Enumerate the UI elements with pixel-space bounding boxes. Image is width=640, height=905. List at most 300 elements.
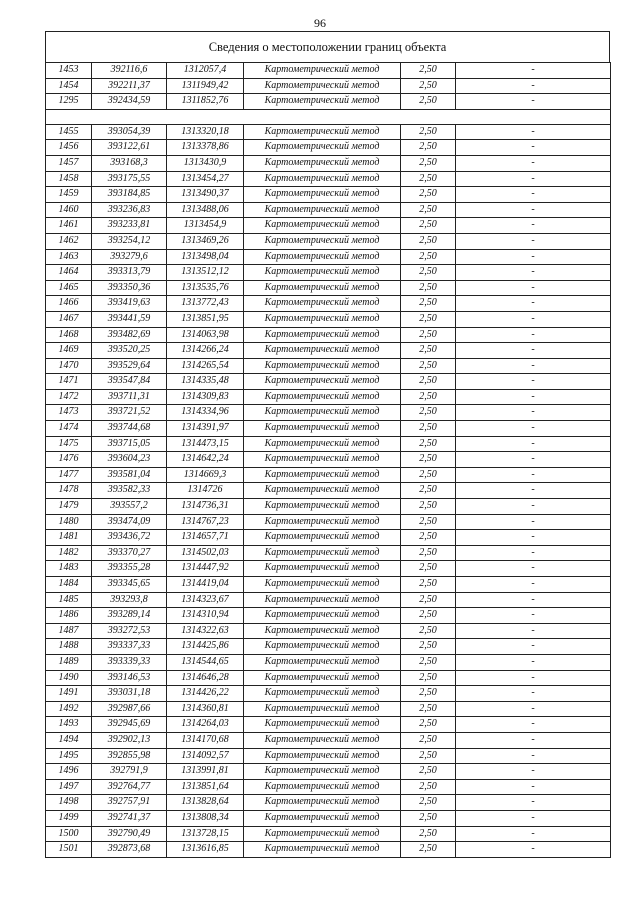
accuracy-cell: 2,50 [401,499,456,515]
accuracy-cell: 2,50 [401,483,456,499]
method-cell: Картометрический метод [244,561,401,577]
method-cell: Картометрический метод [244,701,401,717]
y-coordinate-cell: 1314310,94 [167,608,244,624]
method-cell: Картометрический метод [244,436,401,452]
point-number-cell: 1500 [46,826,92,842]
table-row [46,202,611,218]
description-cell: - [456,639,611,655]
method-cell: Картометрический метод [244,233,401,249]
description-cell: - [456,358,611,374]
description-cell: - [456,795,611,811]
point-number-cell: 1487 [46,623,92,639]
y-coordinate-cell: 1314309,83 [167,389,244,405]
accuracy-cell: 2,50 [401,358,456,374]
x-coordinate-cell: 393711,31 [92,389,167,405]
point-number-cell: 1477 [46,467,92,483]
description-cell: - [456,483,611,499]
accuracy-cell: 2,50 [401,405,456,421]
description-cell: - [456,514,611,530]
method-cell: Картометрический метод [244,94,401,110]
y-coordinate-cell: 1314726 [167,483,244,499]
description-cell: - [456,436,611,452]
accuracy-cell: 2,50 [401,124,456,140]
point-number-cell: 1472 [46,389,92,405]
table-row [46,389,611,405]
table-row [46,436,611,452]
y-coordinate-cell: 1313991,81 [167,764,244,780]
accuracy-cell: 2,50 [401,202,456,218]
y-coordinate-cell: 1313728,15 [167,826,244,842]
point-number-cell: 1466 [46,296,92,312]
accuracy-cell: 2,50 [401,343,456,359]
description-cell: - [456,374,611,390]
x-coordinate-cell: 393184,85 [92,187,167,203]
point-number-cell: 1459 [46,187,92,203]
accuracy-cell: 2,50 [401,608,456,624]
description-cell: - [456,717,611,733]
table-row [46,124,611,140]
y-coordinate-cell: 1313616,85 [167,842,244,858]
y-coordinate-cell: 1314767,23 [167,514,244,530]
description-cell: - [456,842,611,858]
y-coordinate-cell: 1314646,28 [167,670,244,686]
table-row [46,701,611,717]
table-row [46,530,611,546]
description-cell: - [456,779,611,795]
accuracy-cell: 2,50 [401,842,456,858]
x-coordinate-cell: 392741,37 [92,810,167,826]
description-cell: - [456,405,611,421]
point-number-cell: 1461 [46,218,92,234]
description-cell: - [456,63,611,79]
method-cell: Картометрический метод [244,265,401,281]
accuracy-cell: 2,50 [401,218,456,234]
y-coordinate-cell: 1314092,57 [167,748,244,764]
y-coordinate-cell: 1314642,24 [167,452,244,468]
method-cell: Картометрический метод [244,608,401,624]
method-cell: Картометрический метод [244,405,401,421]
y-coordinate-cell: 1314322,63 [167,623,244,639]
accuracy-cell: 2,50 [401,623,456,639]
description-cell: - [456,124,611,140]
method-cell: Картометрический метод [244,779,401,795]
description-cell: - [456,561,611,577]
y-coordinate-cell: 1313851,64 [167,779,244,795]
method-cell: Картометрический метод [244,171,401,187]
description-cell: - [456,592,611,608]
point-number-cell: 1473 [46,405,92,421]
table-row [46,280,611,296]
point-number-cell: 1476 [46,452,92,468]
point-number-cell: 1475 [46,436,92,452]
table-row [46,514,611,530]
description-cell: - [456,327,611,343]
method-cell: Картометрический метод [244,124,401,140]
accuracy-cell: 2,50 [401,249,456,265]
point-number-cell: 1462 [46,233,92,249]
method-cell: Картометрический метод [244,296,401,312]
description-cell: - [456,826,611,842]
accuracy-cell: 2,50 [401,467,456,483]
x-coordinate-cell: 393721,52 [92,405,167,421]
description-cell: - [456,140,611,156]
table-row [46,187,611,203]
x-coordinate-cell: 392211,37 [92,78,167,94]
method-cell: Картометрический метод [244,467,401,483]
description-cell: - [456,499,611,515]
point-number-cell: 1454 [46,78,92,94]
method-cell: Картометрический метод [244,826,401,842]
accuracy-cell: 2,50 [401,436,456,452]
x-coordinate-cell: 393272,53 [92,623,167,639]
description-cell: - [456,311,611,327]
x-coordinate-cell: 393520,25 [92,343,167,359]
y-coordinate-cell: 1314425,86 [167,639,244,655]
table-row [46,358,611,374]
point-number-cell: 1463 [46,249,92,265]
table-row [46,140,611,156]
y-coordinate-cell: 1313512,12 [167,265,244,281]
y-coordinate-cell: 1313828,64 [167,795,244,811]
x-coordinate-cell: 392873,68 [92,842,167,858]
description-cell: - [456,686,611,702]
accuracy-cell: 2,50 [401,561,456,577]
x-coordinate-cell: 393557,2 [92,499,167,515]
y-coordinate-cell: 1314334,96 [167,405,244,421]
table-row [46,249,611,265]
accuracy-cell: 2,50 [401,94,456,110]
x-coordinate-cell: 392855,98 [92,748,167,764]
point-number-cell: 1496 [46,764,92,780]
method-cell: Картометрический метод [244,327,401,343]
table-row [46,826,611,842]
table-row [46,842,611,858]
y-coordinate-cell: 1314335,48 [167,374,244,390]
table-row [46,343,611,359]
y-coordinate-cell: 1314391,97 [167,421,244,437]
accuracy-cell: 2,50 [401,233,456,249]
x-coordinate-cell: 393339,33 [92,654,167,670]
description-cell: - [456,171,611,187]
x-coordinate-cell: 393474,09 [92,514,167,530]
method-cell: Картометрический метод [244,280,401,296]
x-coordinate-cell: 393146,53 [92,670,167,686]
description-cell: - [456,654,611,670]
x-coordinate-cell: 393582,33 [92,483,167,499]
point-number-cell: 1469 [46,343,92,359]
point-number-cell: 1455 [46,124,92,140]
coordinates-table [45,62,611,858]
table-row [46,78,611,94]
method-cell: Картометрический метод [244,623,401,639]
method-cell: Картометрический метод [244,140,401,156]
x-coordinate-cell: 392790,49 [92,826,167,842]
table-row [46,639,611,655]
table-row [46,608,611,624]
y-coordinate-cell: 1314266,24 [167,343,244,359]
description-cell: - [456,187,611,203]
y-coordinate-cell: 1314426,22 [167,686,244,702]
point-number-cell: 1480 [46,514,92,530]
method-cell: Картометрический метод [244,311,401,327]
description-cell: - [456,421,611,437]
x-coordinate-cell: 393054,39 [92,124,167,140]
description-cell: - [456,530,611,546]
table-row [46,327,611,343]
y-coordinate-cell: 1314360,81 [167,701,244,717]
table-row [46,63,611,79]
description-cell: - [456,670,611,686]
method-cell: Картометрический метод [244,358,401,374]
method-cell: Картометрический метод [244,810,401,826]
point-number-cell: 1499 [46,810,92,826]
accuracy-cell: 2,50 [401,654,456,670]
point-number-cell: 1483 [46,561,92,577]
method-cell: Картометрический метод [244,78,401,94]
table-row [46,670,611,686]
point-number-cell: 1467 [46,311,92,327]
x-coordinate-cell: 392764,77 [92,779,167,795]
accuracy-cell: 2,50 [401,78,456,94]
table-row [46,795,611,811]
point-number-cell: 1453 [46,63,92,79]
x-coordinate-cell: 393581,04 [92,467,167,483]
point-number-cell: 1490 [46,670,92,686]
accuracy-cell: 2,50 [401,421,456,437]
table-row [46,265,611,281]
x-coordinate-cell: 392945,69 [92,717,167,733]
method-cell: Картометрический метод [244,343,401,359]
x-coordinate-cell: 393604,23 [92,452,167,468]
y-coordinate-cell: 1313320,18 [167,124,244,140]
table-row [46,467,611,483]
accuracy-cell: 2,50 [401,327,456,343]
description-cell: - [456,467,611,483]
point-number-cell: 1491 [46,686,92,702]
y-coordinate-cell: 1313490,37 [167,187,244,203]
description-cell: - [456,343,611,359]
description-cell: - [456,265,611,281]
x-coordinate-cell: 393436,72 [92,530,167,546]
description-cell: - [456,389,611,405]
table-row [46,218,611,234]
accuracy-cell: 2,50 [401,686,456,702]
x-coordinate-cell: 393254,12 [92,233,167,249]
point-number-cell: 1494 [46,732,92,748]
y-coordinate-cell: 1314265,54 [167,358,244,374]
accuracy-cell: 2,50 [401,545,456,561]
method-cell: Картометрический метод [244,499,401,515]
accuracy-cell: 2,50 [401,826,456,842]
method-cell: Картометрический метод [244,374,401,390]
table-row [46,764,611,780]
method-cell: Картометрический метод [244,63,401,79]
accuracy-cell: 2,50 [401,577,456,593]
description-cell: - [456,249,611,265]
table-row [46,311,611,327]
method-cell: Картометрический метод [244,514,401,530]
point-number-cell: 1501 [46,842,92,858]
y-coordinate-cell: 1313535,76 [167,280,244,296]
y-coordinate-cell: 1311852,76 [167,94,244,110]
method-cell: Картометрический метод [244,249,401,265]
accuracy-cell: 2,50 [401,389,456,405]
table-row [46,421,611,437]
x-coordinate-cell: 392902,13 [92,732,167,748]
description-cell: - [456,732,611,748]
table-row [46,452,611,468]
y-coordinate-cell: 1313808,34 [167,810,244,826]
y-coordinate-cell: 1313851,95 [167,311,244,327]
description-cell: - [456,623,611,639]
x-coordinate-cell: 392791,9 [92,764,167,780]
point-number-cell: 1485 [46,592,92,608]
x-coordinate-cell: 392987,66 [92,701,167,717]
point-number-cell: 1474 [46,421,92,437]
method-cell: Картометрический метод [244,764,401,780]
accuracy-cell: 2,50 [401,779,456,795]
accuracy-cell: 2,50 [401,265,456,281]
point-number-cell: 1471 [46,374,92,390]
method-cell: Картометрический метод [244,686,401,702]
method-cell: Картометрический метод [244,717,401,733]
method-cell: Картометрический метод [244,452,401,468]
point-number-cell: 1497 [46,779,92,795]
y-coordinate-cell: 1314502,03 [167,545,244,561]
accuracy-cell: 2,50 [401,810,456,826]
y-coordinate-cell: 1314736,31 [167,499,244,515]
x-coordinate-cell: 393547,84 [92,374,167,390]
x-coordinate-cell: 393279,6 [92,249,167,265]
table-row [46,717,611,733]
table-header-title: Сведения о местоположении границ объекта [45,31,610,62]
table-row [46,779,611,795]
x-coordinate-cell: 393419,63 [92,296,167,312]
description-cell: - [456,218,611,234]
method-cell: Картометрический метод [244,732,401,748]
table-row [46,155,611,171]
coordinates-block-1 [46,63,611,110]
point-number-cell: 1479 [46,499,92,515]
point-number-cell: 1492 [46,701,92,717]
point-number-cell: 1498 [46,795,92,811]
method-cell: Картометрический метод [244,187,401,203]
y-coordinate-cell: 1314544,65 [167,654,244,670]
table-row [46,405,611,421]
accuracy-cell: 2,50 [401,795,456,811]
accuracy-cell: 2,50 [401,701,456,717]
x-coordinate-cell: 393122,61 [92,140,167,156]
x-coordinate-cell: 393715,05 [92,436,167,452]
separator-row [46,109,611,124]
x-coordinate-cell: 393168,3 [92,155,167,171]
method-cell: Картометрический метод [244,421,401,437]
table-row [46,374,611,390]
method-cell: Картометрический метод [244,218,401,234]
table-row [46,577,611,593]
accuracy-cell: 2,50 [401,452,456,468]
x-coordinate-cell: 393355,28 [92,561,167,577]
x-coordinate-cell: 393744,68 [92,421,167,437]
x-coordinate-cell: 393441,59 [92,311,167,327]
description-cell: - [456,296,611,312]
table-row [46,561,611,577]
table-row [46,592,611,608]
y-coordinate-cell: 1313772,43 [167,296,244,312]
x-coordinate-cell: 393175,55 [92,171,167,187]
boundary-document [45,31,610,858]
table-row [46,810,611,826]
method-cell: Картометрический метод [244,155,401,171]
table-row [46,171,611,187]
point-number-cell: 1488 [46,639,92,655]
x-coordinate-cell: 393345,65 [92,577,167,593]
description-cell: - [456,545,611,561]
description-cell: - [456,764,611,780]
point-number-cell: 1484 [46,577,92,593]
point-number-cell: 1468 [46,327,92,343]
accuracy-cell: 2,50 [401,717,456,733]
point-number-cell: 1478 [46,483,92,499]
method-cell: Картометрический метод [244,483,401,499]
table-row [46,94,611,110]
table-row [46,654,611,670]
description-cell: - [456,608,611,624]
method-cell: Картометрический метод [244,389,401,405]
method-cell: Картометрический метод [244,670,401,686]
y-coordinate-cell: 1313498,04 [167,249,244,265]
accuracy-cell: 2,50 [401,764,456,780]
y-coordinate-cell: 1313454,9 [167,218,244,234]
accuracy-cell: 2,50 [401,732,456,748]
table-row [46,483,611,499]
x-coordinate-cell: 393031,18 [92,686,167,702]
point-number-cell: 1456 [46,140,92,156]
point-number-cell: 1458 [46,171,92,187]
y-coordinate-cell: 1313469,26 [167,233,244,249]
table-row [46,296,611,312]
y-coordinate-cell: 1314419,04 [167,577,244,593]
y-coordinate-cell: 1313378,86 [167,140,244,156]
point-number-cell: 1481 [46,530,92,546]
method-cell: Картометрический метод [244,592,401,608]
method-cell: Картометрический метод [244,545,401,561]
x-coordinate-cell: 393293,8 [92,592,167,608]
method-cell: Картометрический метод [244,639,401,655]
table-row [46,545,611,561]
accuracy-cell: 2,50 [401,296,456,312]
x-coordinate-cell: 393236,83 [92,202,167,218]
point-number-cell: 1495 [46,748,92,764]
x-coordinate-cell: 393289,14 [92,608,167,624]
accuracy-cell: 2,50 [401,140,456,156]
point-number-cell: 1460 [46,202,92,218]
page-number: 96 [314,16,326,30]
method-cell: Картометрический метод [244,795,401,811]
accuracy-cell: 2,50 [401,748,456,764]
y-coordinate-cell: 1314669,3 [167,467,244,483]
accuracy-cell: 2,50 [401,374,456,390]
x-coordinate-cell: 393313,79 [92,265,167,281]
description-cell: - [456,78,611,94]
description-cell: - [456,94,611,110]
method-cell: Картометрический метод [244,748,401,764]
x-coordinate-cell: 393482,69 [92,327,167,343]
method-cell: Картометрический метод [244,842,401,858]
x-coordinate-cell: 392757,91 [92,795,167,811]
description-cell: - [456,577,611,593]
accuracy-cell: 2,50 [401,63,456,79]
